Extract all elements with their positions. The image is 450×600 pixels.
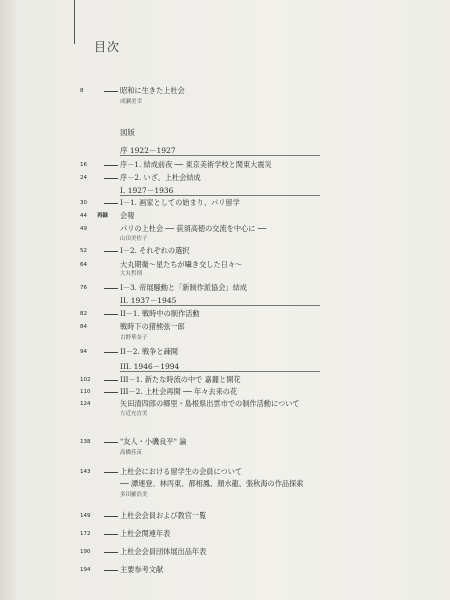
toc-entry bbox=[0, 309, 450, 323]
entry-title: 昭和に生きた上杜会 bbox=[120, 86, 185, 95]
leader-dash bbox=[104, 203, 118, 204]
entry-title: 戦時下の猪熊弦一郎 bbox=[120, 322, 185, 331]
toc-entry bbox=[0, 347, 450, 361]
leader-dash bbox=[104, 91, 118, 92]
page-number: 143 bbox=[80, 469, 91, 475]
page-number: 172 bbox=[80, 531, 91, 537]
page-number: 52 bbox=[80, 248, 87, 254]
page-number: 110 bbox=[80, 389, 91, 395]
toc-entry bbox=[0, 173, 450, 187]
entry-author: 多田羅浩美 bbox=[120, 492, 148, 498]
page-number: 190 bbox=[80, 549, 91, 555]
entry-title: II－2. 戦争と疎開 bbox=[120, 347, 178, 356]
toc-entry bbox=[0, 160, 450, 174]
page-number: 44 bbox=[80, 213, 87, 219]
toc-entry bbox=[0, 224, 450, 238]
toc-entry bbox=[0, 529, 450, 543]
section-heading: 序 1922－1927 bbox=[120, 146, 176, 155]
page-number: 24 bbox=[80, 175, 87, 181]
entry-author: 山田美佐子 bbox=[120, 236, 148, 242]
leader-dash bbox=[104, 314, 118, 315]
section-rule bbox=[120, 195, 320, 196]
section-heading: II. 1937－1945 bbox=[120, 296, 177, 305]
entry-title: "友人・小磯良平" 論 bbox=[120, 437, 187, 446]
toc-entry bbox=[0, 198, 450, 212]
page-number: 76 bbox=[80, 285, 87, 291]
entry-author: 大丸哲則 bbox=[120, 271, 143, 277]
entry-title: II－1. 戦時中の制作活動 bbox=[120, 309, 200, 318]
page-number: 84 bbox=[80, 324, 87, 330]
leader-dash bbox=[104, 251, 118, 252]
entry-title: 上杜会における留学生の会員について bbox=[120, 467, 243, 476]
toc-entry bbox=[0, 260, 450, 274]
entry-title: 矢田清四郎の郷里・島根県出雲市での制作活動について bbox=[120, 399, 300, 408]
section-heading: I. 1927－1936 bbox=[120, 186, 174, 195]
toc-entry bbox=[0, 565, 450, 579]
section-heading: III. 1946－1994 bbox=[120, 362, 180, 371]
leader-dash bbox=[104, 552, 118, 553]
toc-entry bbox=[0, 511, 450, 525]
page-number: 149 bbox=[80, 513, 91, 519]
page-number: 49 bbox=[80, 226, 87, 232]
leader-dash bbox=[104, 534, 118, 535]
entry-author: 高橋佳苗 bbox=[120, 450, 143, 456]
entry-title: 上杜会会員および教官一覧 bbox=[120, 511, 207, 520]
entry-title: 会報 bbox=[120, 211, 135, 220]
leader-dash bbox=[104, 165, 118, 166]
page-number: 8 bbox=[80, 88, 84, 94]
section-rule bbox=[120, 155, 320, 156]
page-number: 194 bbox=[80, 567, 91, 573]
page-number: 124 bbox=[80, 401, 91, 407]
entry-title: III－2. 上杜会再開 ── 年々去来の花 bbox=[120, 387, 238, 396]
toc-entry bbox=[0, 547, 450, 561]
toc-entry bbox=[0, 86, 450, 100]
entry-title: III－1. 新たな時流の中で 嘉麗と開花 bbox=[120, 375, 241, 384]
section-rule bbox=[120, 371, 320, 372]
page-number: 16 bbox=[80, 162, 87, 168]
section-rule bbox=[120, 305, 320, 306]
entry-title: I－1. 画家としての始まり、パリ留学 bbox=[120, 198, 240, 207]
toc-entry bbox=[0, 322, 450, 336]
toc-title: 目次 bbox=[94, 40, 121, 54]
entry-title: I－3. 帝展騒動と「新制作派協会」結成 bbox=[120, 283, 247, 292]
page-number: 30 bbox=[80, 200, 87, 206]
entry-author: 古野華奈子 bbox=[120, 335, 148, 341]
toc-entry bbox=[0, 399, 450, 413]
toc-entry bbox=[0, 246, 450, 260]
leader-dash bbox=[104, 392, 118, 393]
entry-title: パリの上杜会 ── 荻須高徳の交流を中心に ── bbox=[120, 224, 267, 233]
page-number: 138 bbox=[80, 439, 91, 445]
leader-dash bbox=[104, 178, 118, 179]
entry-title: 上杜会会員団体展出品年表 bbox=[120, 547, 207, 556]
entry-title: 上杜会関連年表 bbox=[120, 529, 171, 538]
page-number: 64 bbox=[80, 262, 87, 268]
toc-entry bbox=[0, 211, 450, 225]
entry-title: 大丸期衛～星たちが囁き交した日々～ bbox=[120, 260, 243, 269]
reprint-marker: 再録 bbox=[97, 213, 109, 219]
entry-subtitle: ── 譚連登、林丙東、都相鳳、顔水龍、張秋海の作品探索 bbox=[120, 479, 304, 488]
leader-dash bbox=[104, 380, 118, 381]
entry-title: I－2. それぞれの選択 bbox=[120, 246, 190, 255]
leader-dash bbox=[104, 516, 118, 517]
entry-title: 序－1. 結成前夜 ── 東京美術学校と関東大震災 bbox=[120, 160, 272, 169]
leader-dash bbox=[104, 570, 118, 571]
leader-dash bbox=[104, 442, 118, 443]
entry-title: 主要参考文献 bbox=[120, 565, 164, 574]
entry-author: 左近充直美 bbox=[120, 411, 148, 417]
page-number: 82 bbox=[80, 311, 87, 317]
page-number: 102 bbox=[80, 377, 91, 383]
leader-dash bbox=[104, 288, 118, 289]
page-number: 94 bbox=[80, 349, 87, 355]
toc-entry bbox=[0, 437, 450, 451]
entry-author: 成瀬美幸 bbox=[120, 99, 143, 105]
leader-dash bbox=[104, 352, 118, 353]
leader-dash bbox=[104, 472, 118, 473]
entry-title: 序－2. いざ、上杜会結成 bbox=[120, 173, 201, 182]
toc-entry bbox=[0, 283, 450, 297]
plates-label: 図版 bbox=[120, 128, 135, 137]
